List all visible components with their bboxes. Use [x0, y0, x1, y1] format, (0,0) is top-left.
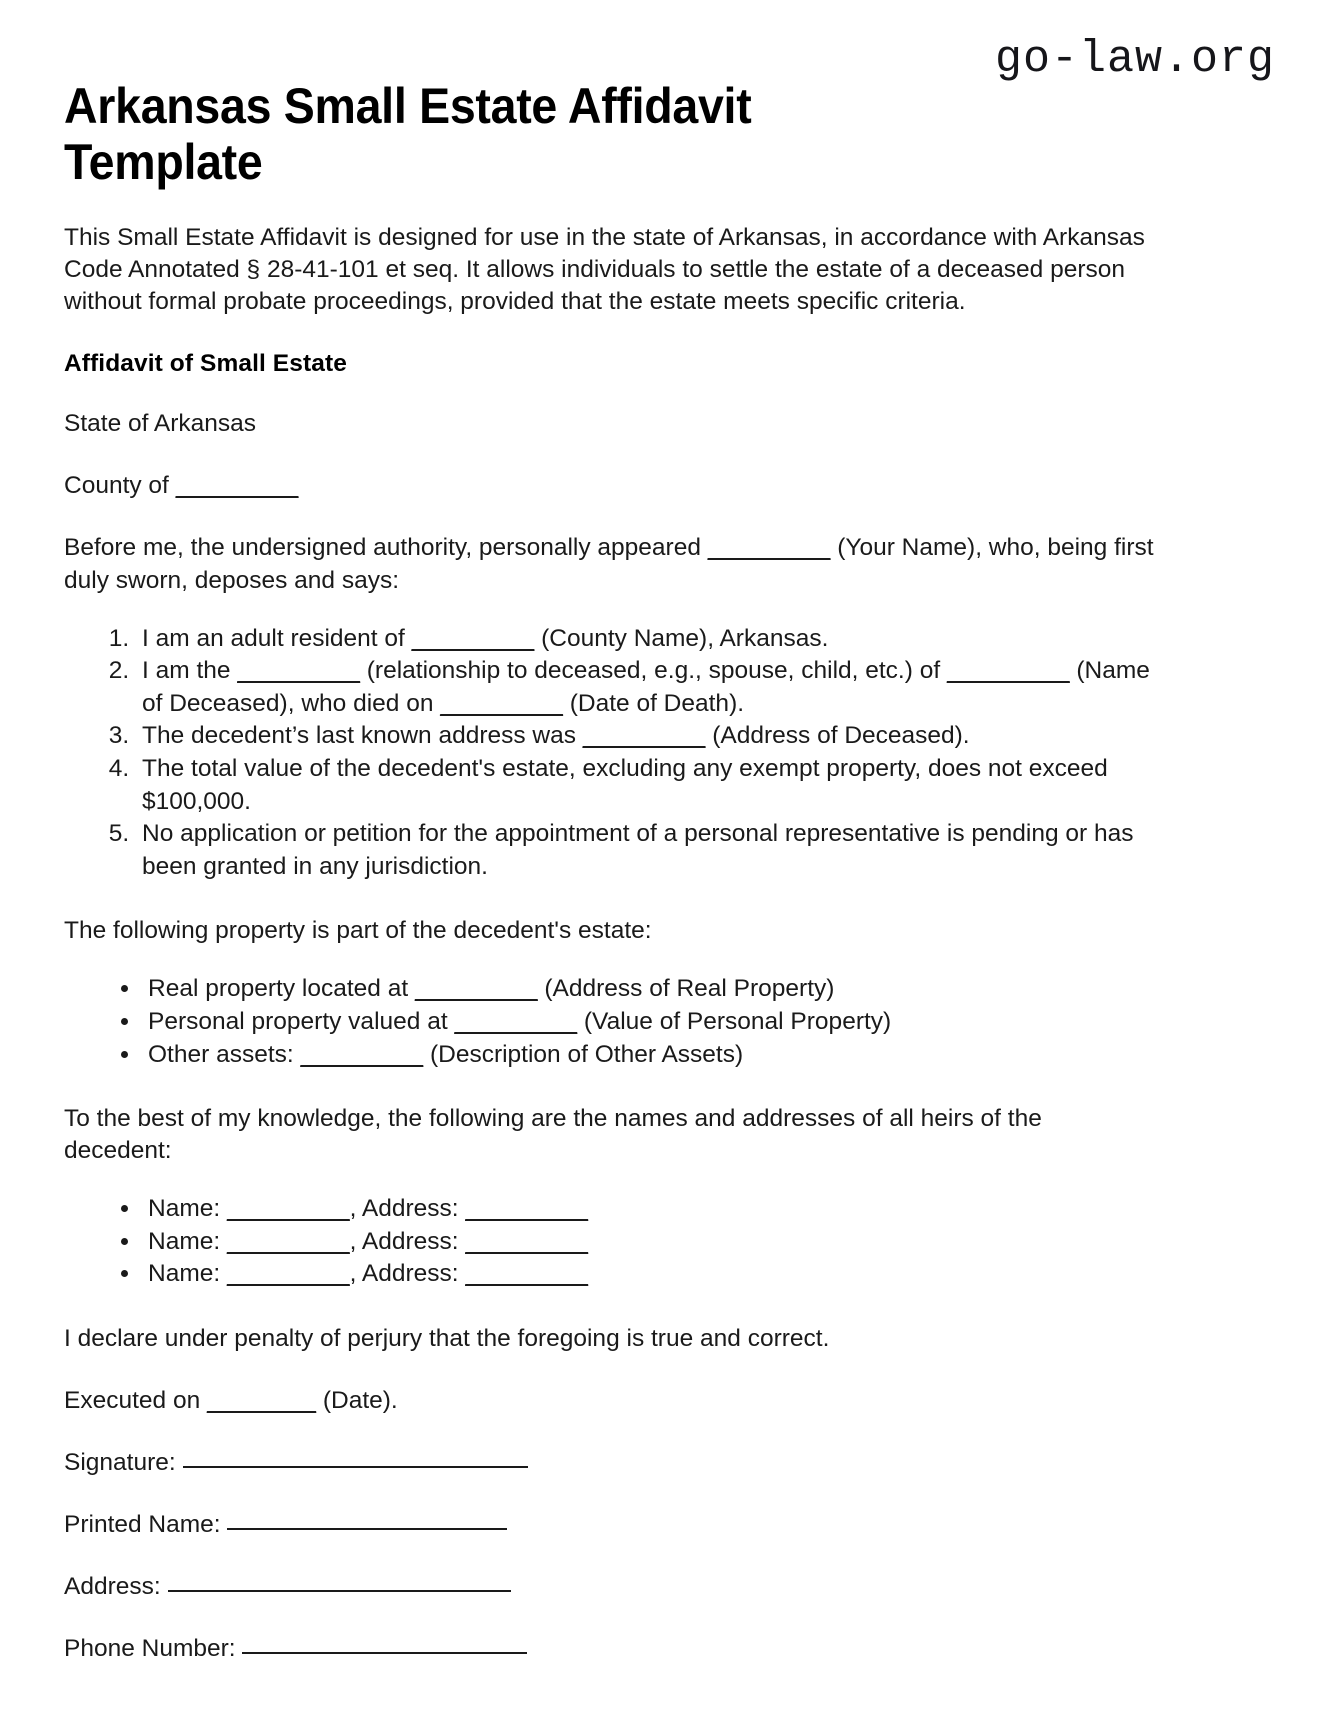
printed-name-line — [64, 1509, 1154, 1541]
heir2-address-label: , Address: — [349, 1227, 466, 1255]
intro-paragraph: This Small Estate Affidavit is designed for use in the state of Arkansas, in accordance with Arkansas Code Annotated § 28-41-101 et seq. It allows individuals to settle the estate of a deceased person without formal probate proceedings, provided that the estate meets specific criteria. — [64, 224, 1145, 316]
heir3-address-blank[interactable]: _________ — [465, 1260, 589, 1288]
phone-number-rule[interactable] — [242, 1634, 527, 1654]
heir2-address-blank[interactable]: _________ — [465, 1227, 589, 1255]
item1-text-2: (County Name), Arkansas. — [534, 624, 829, 652]
appearance-paragraph — [64, 532, 1154, 596]
personal-property-blank[interactable]: _________ — [454, 1007, 578, 1035]
address-line — [64, 1571, 1154, 1603]
declaration-paragraph: I declare under penalty of perjury that the foregoing is true and correct. — [64, 1325, 830, 1353]
heir2-name-blank[interactable]: _________ — [226, 1227, 350, 1255]
executed-label: Executed on — [64, 1387, 208, 1415]
site-watermark: go-law.org — [994, 34, 1275, 85]
item2-text-1: I am the — [142, 657, 238, 685]
printed-name-label: Printed Name: — [64, 1511, 228, 1539]
heir3-name-blank[interactable]: _________ — [226, 1260, 350, 1288]
item2-text-2: (relationship to deceased, e.g., spouse, child, etc.) of — [359, 657, 947, 685]
personal-property-hint: (Value of Personal Property) — [577, 1007, 892, 1035]
other-assets-hint: (Description of Other Assets) — [423, 1040, 744, 1068]
item3-address-blank[interactable]: _________ — [582, 722, 706, 750]
list-item — [136, 818, 1154, 883]
county-label: County of — [64, 472, 176, 500]
address-rule[interactable] — [168, 1572, 511, 1592]
county-blank[interactable]: _________ — [175, 472, 299, 500]
item2-text-4: (Date of Death). — [562, 689, 745, 717]
list-item — [142, 1258, 1154, 1291]
section-heading-affidavit: Affidavit of Small Estate — [64, 350, 347, 378]
heir1-name-blank[interactable]: _________ — [226, 1195, 350, 1223]
list-item — [142, 1039, 1154, 1072]
item2-text-3: (Name of Deceased), who died on — [142, 657, 1150, 717]
appearance-text-2: (Your Name), who, being first duly sworn, deposes and says: — [64, 534, 1154, 594]
signature-line — [64, 1447, 1154, 1479]
list-item — [142, 973, 1154, 1006]
signature-label: Signature: — [64, 1449, 183, 1477]
list-item — [142, 1226, 1154, 1259]
page-title: Arkansas Small Estate Affidavit Template — [64, 78, 752, 190]
item1-text-1: I am an adult resident of — [142, 624, 412, 652]
property-intro: The following property is part of the decedent's estate: — [64, 917, 652, 945]
heirs-intro: To the best of my knowledge, the following are the names and addresses of all heirs of the decedent: — [64, 1105, 1042, 1165]
address-label: Address: — [64, 1572, 168, 1600]
appearance-text-1: Before me, the undersigned authority, personally appeared — [64, 534, 708, 562]
personal-property-label: Personal property valued at — [148, 1007, 455, 1035]
item4-text: The total value of the decedent's estate, excluding any exempt property, does not exceed $100,000. — [142, 754, 1108, 815]
other-assets-label: Other assets: — [148, 1040, 301, 1068]
signature-rule[interactable] — [183, 1448, 528, 1468]
affidavit-statements-list — [64, 623, 1154, 884]
item1-county-blank[interactable]: _________ — [411, 624, 535, 652]
printed-name-rule[interactable] — [227, 1510, 507, 1530]
heir3-address-label: , Address: — [349, 1260, 466, 1288]
item5-text: No application or petition for the appointment of a personal representative is pending or has been granted in any jurisdiction. — [142, 820, 1134, 880]
item2-name-blank[interactable]: _________ — [946, 657, 1070, 685]
real-property-label: Real property located at — [148, 975, 415, 1003]
property-list — [64, 973, 1154, 1071]
item3-text-1: The decedent’s last known address was — [142, 722, 583, 750]
document-content — [64, 78, 1154, 1665]
item3-text-2: (Address of Deceased). — [705, 722, 970, 750]
heir1-address-label: , Address: — [349, 1195, 466, 1223]
list-item — [136, 655, 1154, 720]
executed-hint: (Date). — [316, 1387, 398, 1415]
heir1-address-blank[interactable]: _________ — [465, 1195, 589, 1223]
heir2-name-label: Name: — [148, 1227, 227, 1255]
real-property-blank[interactable]: _________ — [414, 975, 538, 1003]
heir1-name-label: Name: — [148, 1195, 227, 1223]
county-line — [64, 470, 1154, 502]
real-property-hint: (Address of Real Property) — [537, 975, 835, 1003]
list-item — [142, 1006, 1154, 1039]
heirs-list — [64, 1193, 1154, 1291]
phone-number-label: Phone Number: — [64, 1634, 243, 1662]
your-name-blank[interactable]: _________ — [707, 534, 831, 562]
item2-date-blank[interactable]: _________ — [440, 689, 563, 717]
list-item — [142, 1193, 1154, 1226]
phone-number-line — [64, 1633, 1154, 1665]
list-item — [136, 720, 1154, 753]
list-item — [136, 753, 1154, 818]
list-item — [136, 623, 1154, 656]
executed-date-blank[interactable]: ________ — [207, 1387, 317, 1415]
other-assets-blank[interactable]: _________ — [300, 1040, 424, 1068]
heir3-name-label: Name: — [148, 1260, 227, 1288]
item2-relationship-blank[interactable]: _________ — [237, 657, 360, 685]
state-line: State of Arkansas — [64, 410, 257, 438]
executed-line — [64, 1385, 1154, 1417]
